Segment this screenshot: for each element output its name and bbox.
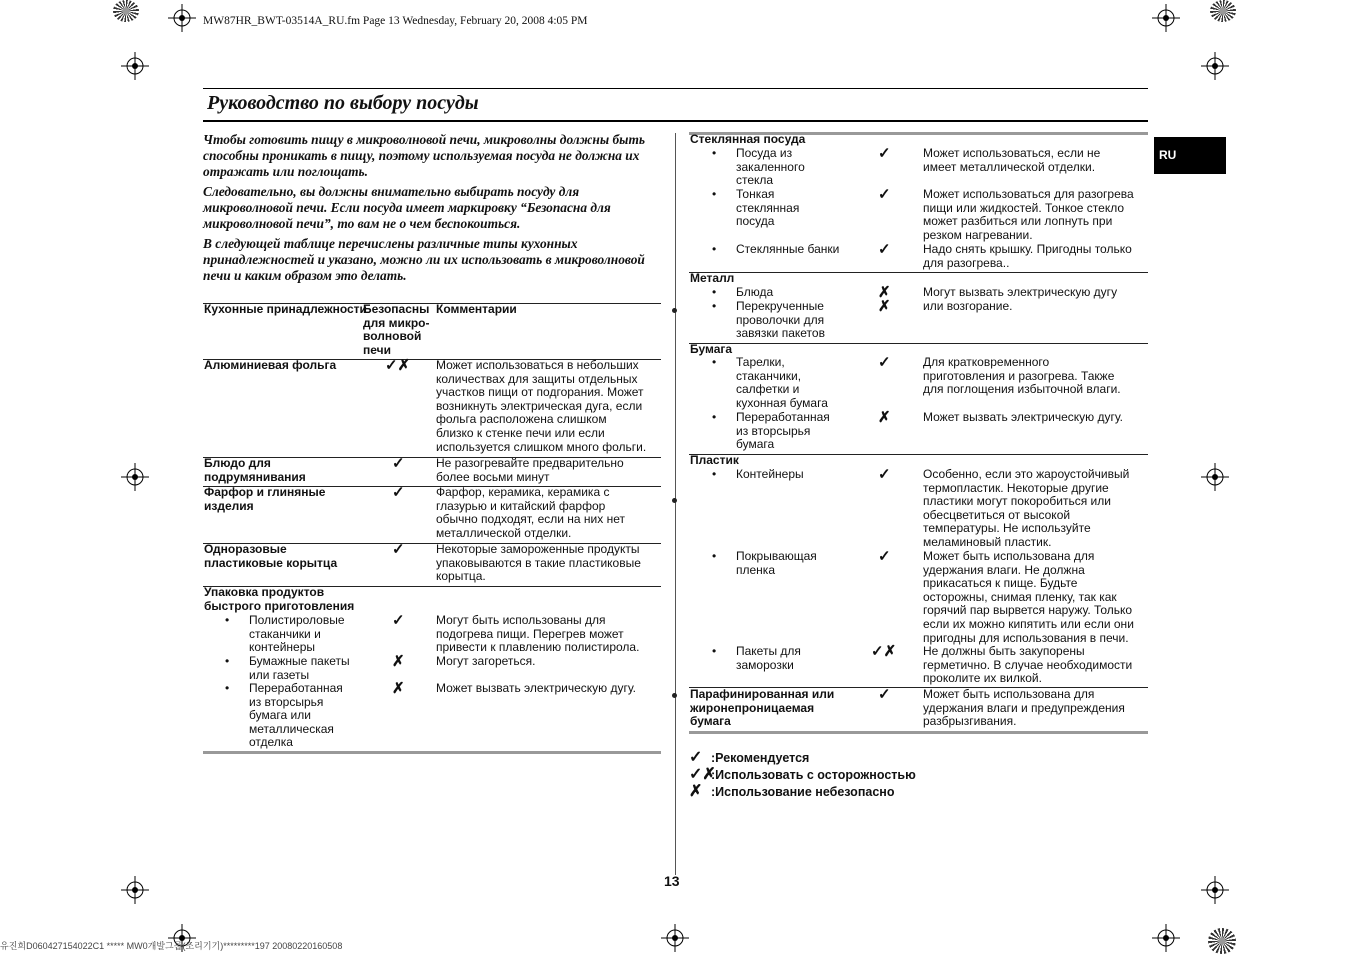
table-row-comment: Может вызвать электрическую дугу. (436, 681, 636, 695)
item-line: • Тарелки, (736, 355, 785, 369)
item-line: • Переработанная (736, 410, 830, 424)
safety-mark: ✓ (392, 541, 405, 558)
comment-line: обесцветиться от высокой (923, 507, 1071, 522)
list-item (249, 682, 343, 750)
comment-line: удержания влаги. Не должна (923, 562, 1085, 577)
comment-line: резком нагревании. (923, 227, 1033, 242)
bullet-dot (672, 693, 677, 698)
table-row-comment (436, 359, 646, 454)
item-line: • Блюда (736, 285, 774, 299)
table-row-comment: Могут загореться. (436, 654, 536, 668)
color-wheel-icon (113, 0, 139, 22)
comment-line: Может использоваться в небольших (436, 358, 639, 372)
comment-line: подогрева пищи. Перегрев может (436, 626, 624, 641)
registration-mark-icon (121, 52, 149, 80)
comment-line: возникнуть электрическая дуга, если (436, 398, 643, 413)
table-bottom-rule (689, 731, 1148, 734)
comment-line: термопластик. Некоторые другие (923, 480, 1109, 495)
page-number: 13 (664, 873, 680, 889)
item-line: • Переработанная (249, 681, 343, 695)
header-line: печи (363, 342, 391, 357)
comment-line: меламиновый пластик. (923, 534, 1052, 549)
safety-mark: ✗ (878, 298, 891, 315)
comment-line: металлической отделки. (436, 525, 572, 540)
item-line: • Перекрученные (736, 299, 824, 313)
list-item (736, 286, 773, 300)
comment-line: количествах для защиты отдельных (436, 371, 638, 386)
intro-paragraph: Следовательно, вы должны внимательно выбирать посуду для микроволновой печи. Если посуда имеет маркировку “Безопасна для микроволновой печи”, то вам не о чем беспокоиться. (203, 184, 611, 231)
comment-line: более восьми минут (436, 469, 550, 484)
safety-mark: ✓ (392, 484, 405, 501)
legend-item (689, 764, 916, 781)
section-title: Стеклянная посуда (690, 132, 806, 146)
comment-line: Фарфор, керамика, керамика с (436, 485, 610, 499)
item-line: Одноразовые (204, 542, 287, 556)
registration-mark-icon (168, 4, 196, 32)
language-tab (1154, 137, 1226, 174)
section-title: Пластик (690, 453, 739, 467)
item-line: Блюдо для (204, 456, 271, 470)
legend-item (689, 747, 916, 764)
legend-text: :Рекомендуется (711, 751, 810, 765)
comment-line: осторожны, снимая пленку, так как (923, 589, 1117, 604)
item-line: отделка (249, 735, 293, 750)
comment-line: или возгорание. (923, 298, 1013, 313)
legend-text: :Использовать с осторожностью (711, 768, 916, 782)
safety-mark: ✗ (392, 653, 405, 670)
item-line: изделия (204, 498, 254, 513)
table-row-comment (436, 486, 625, 540)
item-line: • Пакеты для (736, 644, 801, 658)
comment-line: для поглощения избыточной влаги. (923, 382, 1121, 397)
list-item (736, 300, 825, 341)
registration-mark-icon (1201, 52, 1229, 80)
item-line: салфетки и (736, 382, 800, 397)
comment-line: разбрызгивания. (923, 714, 1017, 729)
table-row-item: Алюминиевая фольга (204, 358, 337, 372)
table-row-comment (436, 457, 624, 484)
comment-line: приготовления и разогрева. Также (923, 368, 1115, 383)
item-line: кухонная бумага (736, 395, 828, 410)
section-title: Бумага (690, 342, 733, 356)
bullet-dot (672, 498, 677, 503)
comment-line: Особенно, если это жароустойчивый (923, 467, 1130, 481)
item-line: стекла (736, 173, 774, 188)
list-item (736, 645, 801, 672)
registration-mark-icon (661, 924, 689, 952)
item-line: проволочки для (736, 312, 825, 327)
item-line: • Бумажные пакеты (249, 654, 350, 668)
table-row-comment (436, 614, 639, 655)
comment-line: удержания влаги и предупреждения (923, 700, 1125, 715)
safety-mark: ✓ (878, 145, 891, 162)
registration-mark-icon (1152, 924, 1180, 952)
item-line: стаканчики и (249, 626, 321, 641)
column-header: Кухонные принадлежности (204, 302, 367, 316)
item-line: жиронепроницаемая (690, 700, 815, 715)
item-line: контейнеры (249, 640, 316, 655)
language-tab-label: RU (1159, 148, 1177, 162)
table-row-item (204, 486, 325, 513)
table-row-comment (923, 356, 1121, 397)
item-line: посуда (736, 214, 775, 229)
legend-symbol: ✓ (689, 749, 703, 766)
table-bottom-rule (203, 751, 661, 754)
table-row-item (204, 457, 306, 484)
table-row-comment (923, 188, 1134, 242)
comment-line: близко к стенке печи или если (436, 425, 605, 440)
table-row-comment (923, 286, 1117, 313)
item-line: бумага (736, 437, 775, 452)
item-line: закаленного (736, 159, 805, 174)
registration-mark-icon (121, 876, 149, 904)
comment-line: горячий пар вырвется наружу. Только (923, 603, 1133, 618)
file-header: MW87HR_BWT-03514A_RU.fm Page 13 Wednesday, February 20, 2008 4:05 PM (203, 15, 588, 27)
table-row-comment: Может вызвать электрическую дугу. (923, 410, 1123, 424)
item-line: металлическая (249, 721, 334, 736)
table-row-item (204, 586, 354, 613)
item-line: • Тонкая (736, 187, 775, 201)
color-wheel-icon (1208, 928, 1236, 954)
color-wheel-icon (1210, 0, 1236, 22)
safety-mark: ✓ (392, 612, 405, 629)
comment-line: Может использоваться для разогрева (923, 187, 1134, 201)
item-line: пленка (736, 562, 775, 577)
comment-line: обычно подходят, если на них нет (436, 512, 625, 527)
table-row-comment (923, 645, 1132, 686)
item-line: подрумянивания (204, 469, 306, 484)
table-rule (689, 454, 1148, 455)
safety-mark: ✓ (878, 241, 891, 258)
legend-symbol: ✗ (689, 783, 703, 800)
safety-mark: ✗ (878, 409, 891, 426)
legend-item (689, 781, 916, 798)
comment-line: Надо снять крышку. Пригодны только (923, 242, 1132, 256)
safety-mark: ✓ (878, 354, 891, 371)
header-line: для микро- (363, 315, 430, 330)
column-header (363, 303, 430, 357)
item-line: пластиковые корытца (204, 555, 338, 570)
header-line: волновой (363, 329, 422, 344)
safety-mark: ✗ (878, 284, 891, 301)
bullet-dot (672, 308, 677, 313)
list-item (249, 614, 345, 655)
comment-line: прикасаться к пище. Будьте (923, 576, 1078, 591)
table-row-item (204, 543, 337, 570)
safety-mark: ✓ (878, 548, 891, 565)
comment-line: Не разогревайте предварительно (436, 456, 624, 470)
comment-line: пластики могут покоробиться или (923, 494, 1111, 509)
item-line: бумага (690, 714, 731, 729)
item-line: бумага или (249, 708, 311, 723)
safety-mark: ✓ (878, 466, 891, 483)
comment-line: привести к плавлению полистирола. (436, 640, 640, 655)
legend (689, 747, 916, 798)
table-row-comment (923, 468, 1129, 550)
table-row-comment (923, 147, 1100, 174)
item-line: стаканчики, (736, 368, 802, 383)
registration-mark-icon (1152, 4, 1180, 32)
comment-line: корытца. (436, 569, 486, 584)
list-item (736, 550, 817, 577)
comment-line: участков пищи от подгорания. Может (436, 385, 644, 400)
comment-line: если их можно кипятить или если они (923, 616, 1134, 631)
comment-line: имеет металлической отделки. (923, 159, 1096, 174)
safety-mark: ✓✗ (871, 643, 897, 660)
title-rule-bottom (203, 120, 1148, 122)
registration-mark-icon (1201, 463, 1229, 491)
list-item (736, 147, 805, 188)
comment-line: пригодны для использования в печи. (923, 630, 1129, 645)
item-line: заморозки (736, 657, 794, 672)
registration-mark-icon (1201, 876, 1229, 904)
item-line: завязки пакетов (736, 326, 825, 341)
item-line: из вторсырья (249, 694, 324, 709)
list-item (736, 411, 830, 452)
list-item (736, 468, 804, 482)
list-item (249, 655, 350, 682)
comment-line: фольга расположена слишком (436, 412, 607, 427)
item-line: Фарфор и глиняные (204, 485, 326, 499)
page-title: Руководство по выбору посуды (207, 92, 479, 114)
comment-line: пищи или жидкостей. Тонкое стекло (923, 200, 1125, 215)
table-rule (689, 343, 1148, 344)
comment-line: Могут вызвать электрическую дугу (923, 285, 1118, 299)
table-row-comment (436, 543, 641, 584)
comment-line: Некоторые замороженные продукты (436, 542, 640, 556)
intro-text (203, 132, 663, 288)
comment-line: может разбиться или лопнуть при (923, 214, 1113, 229)
safety-mark: ✗ (392, 680, 405, 697)
section-title: Металл (690, 271, 735, 285)
item-line: • Посуда из (736, 146, 793, 160)
comment-line: Могут быть использованы для (436, 613, 606, 627)
item-line: • Полистироловые (249, 613, 345, 627)
comment-line: Может быть использована для (923, 687, 1095, 701)
footer-text: 유진희D060427154022C1 ***** MW0개발그룹(조리기기)*********197 20080220160508 (0, 941, 343, 951)
comment-line: герметично. В случае необходимости (923, 657, 1133, 672)
column-header: Комментарии (436, 302, 517, 316)
comment-line: используется слишком много фольги. (436, 439, 647, 454)
comment-line: Может быть использована для (923, 549, 1095, 563)
comment-line: глазурью и китайский фарфор (436, 498, 606, 513)
comment-line: Может использоваться, если не (923, 146, 1101, 160)
section-title (690, 688, 834, 729)
list-item (736, 356, 828, 410)
item-line: стеклянная (736, 200, 800, 215)
comment-line: упаковываются в такие пластиковые (436, 555, 641, 570)
comment-line: Для кратковременного (923, 355, 1050, 369)
legend-symbol: ✓✗ (689, 766, 716, 783)
item-line: • Контейнеры (736, 467, 804, 481)
comment-line: Не должны быть закупорены (923, 644, 1085, 658)
safety-mark: ✓ (878, 686, 891, 703)
legend-text: :Использование небезопасно (711, 785, 895, 799)
list-item (736, 243, 839, 257)
item-line: быстрого приготовления (204, 598, 355, 613)
table-row-comment (923, 243, 1132, 270)
item-line: • Покрывающая (736, 549, 817, 563)
table-rule (689, 272, 1148, 273)
safety-mark: ✓ (392, 455, 405, 472)
comment-line: для разогрева.. (923, 255, 1010, 270)
safety-mark: ✓✗ (385, 357, 411, 374)
item-line: или газеты (249, 667, 310, 682)
comment-line: температуры. Не используйте (923, 521, 1091, 536)
safety-mark: ✓ (878, 186, 891, 203)
title-rule-top (203, 88, 1148, 89)
item-line: Упаковка продуктов (204, 585, 325, 599)
column-divider (675, 133, 676, 875)
list-item (736, 188, 799, 229)
comment-line: проколите их вилкой. (923, 671, 1042, 686)
registration-mark-icon (121, 463, 149, 491)
item-line: • Стеклянные банки (736, 242, 840, 256)
header-line: Безопасны (363, 302, 430, 316)
intro-paragraph: Чтобы готовить пищу в микроволновой печи, микроволны должны быть способны проникать в пищу, поэтому используемая посуда не должна их отражать или поглощать. (203, 132, 646, 179)
table-row-comment (923, 550, 1134, 645)
intro-paragraph: В следующей таблице перечислены различные типы кухонных принадлежностей и указано, можно ли их использовать в микроволновой печи и каким образом это делать. (203, 236, 645, 283)
item-line: из вторсырья (736, 423, 811, 438)
table-row-comment (923, 688, 1125, 729)
item-line: Парафинированная или (690, 687, 835, 701)
